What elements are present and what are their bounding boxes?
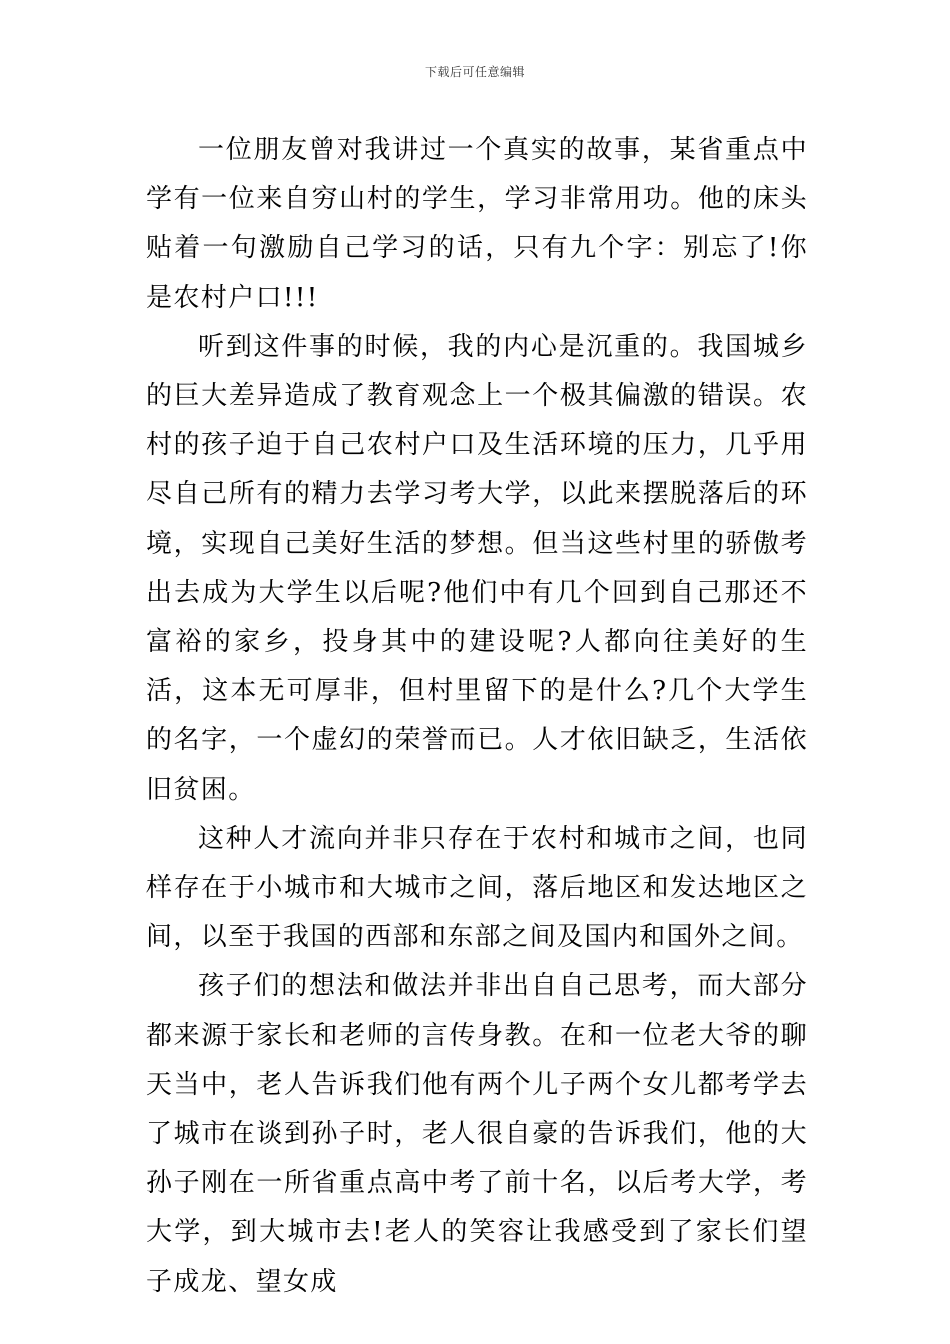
page-header-note: 下载后可任意编辑: [424, 65, 525, 79]
document-body: [146, 126, 808, 1307]
paragraph-3: 这种人才流向并非只存在于农村和城市之间，也同样存在于小城市和大城市之间，落后地区和发达地区之间，以至于我国的西部和东部之间及国内和国外之间。: [146, 823, 808, 953]
paragraph-4: 孩子们的想法和做法并非出自自己思考，而大部分都来源于家长和老师的言传身教。在和一位老大爷的聊天当中，老人告诉我们他有两个儿子两个女儿都考学去了城市在谈到孙子时，老人很自豪的告诉我们，他的大孙子刚在一所省重点高中考了前十名，以后考大学，考大学，到大城市去!老人的笑容让我感受到了家长们望子成龙、望女成: [146, 971, 808, 1297]
paragraph-1: 一位朋友曾对我讲过一个真实的故事，某省重点中学有一位来自穷山村的学生，学习非常用功。他的床头贴着一句激励自己学习的话，只有九个字：别忘了!你是农村户口!!!: [146, 135, 808, 313]
paragraph-2: 听到这件事的时候，我的内心是沉重的。我国城乡的巨大差异造成了教育观念上一个极其偏激的错误。农村的孩子迫于自己农村户口及生活环境的压力，几乎用尽自己所有的精力去学习考大学，以此来摆脱落后的环境，实现自己美好生活的梦想。但当这些村里的骄傲考出去成为大学生以后呢?他们中有几个回到自己那还不富裕的家乡，投身其中的建设呢?人都向往美好的生活，这本无可厚非，但村里留下的是什么?几个大学生的名字，一个虚幻的荣誉而已。人才依旧缺乏，生活依旧贫困。: [146, 331, 808, 805]
